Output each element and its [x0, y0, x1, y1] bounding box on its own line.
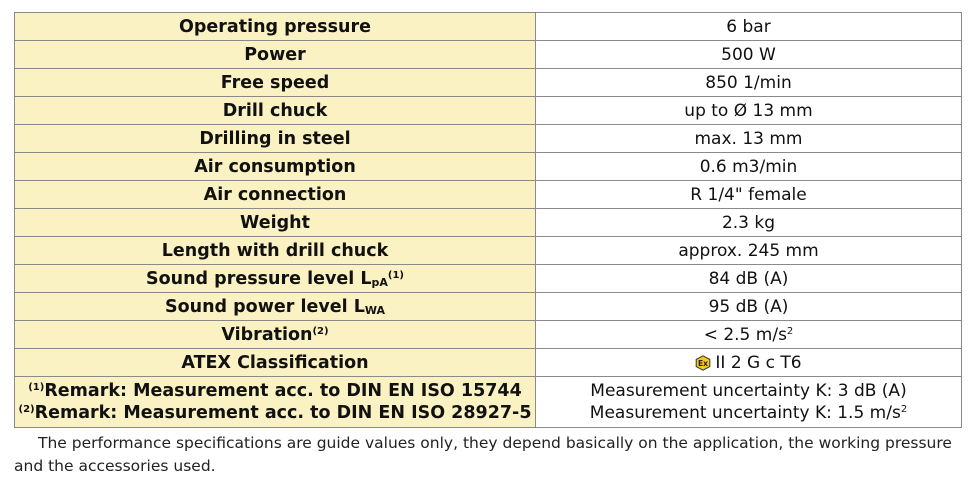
atex-value-text: II 2 G c T6 — [715, 352, 802, 373]
row-value: 500 W — [536, 41, 962, 69]
remark-2-label — [15, 402, 535, 424]
table-row — [15, 13, 962, 41]
table-row — [15, 237, 962, 265]
sound-pressure-value: 84 dB (A) — [536, 265, 962, 293]
remark-2-value-exponent: 2 — [900, 404, 908, 415]
row-value: 0.6 m3/min — [536, 153, 962, 181]
row-label: Weight — [15, 209, 536, 237]
sound-pressure-label — [15, 265, 536, 293]
table-row — [15, 321, 962, 349]
vibration-label — [15, 321, 536, 349]
table-row — [15, 349, 962, 377]
sound-power-label-text: Sound power level L — [164, 296, 365, 317]
row-value: 850 1/min — [536, 69, 962, 97]
remark-1-label — [15, 380, 535, 402]
vibration-footnote-ref: (2) — [312, 325, 329, 337]
sound-power-subscript: WA — [364, 303, 385, 317]
table-row — [15, 209, 962, 237]
row-value: up to Ø 13 mm — [536, 97, 962, 125]
row-value: max. 13 mm — [536, 125, 962, 153]
table-row — [15, 153, 962, 181]
atex-label: ATEX Classification — [15, 349, 536, 377]
sound-power-value: 95 dB (A) — [536, 293, 962, 321]
table-row — [15, 377, 962, 428]
row-value: 2.3 kg — [536, 209, 962, 237]
row-label: Free speed — [15, 69, 536, 97]
table-row — [15, 265, 962, 293]
remark-2-value — [536, 402, 961, 424]
remark-2-ref: (2) — [18, 404, 35, 415]
row-value: R 1/4" female — [536, 181, 962, 209]
row-label: Operating pressure — [15, 13, 536, 41]
table-row — [15, 97, 962, 125]
remark-2-label-text: Remark: Measurement acc. to DIN EN ISO 28927-5 — [34, 403, 532, 423]
row-value: 6 bar — [536, 13, 962, 41]
spec-table-wrapper — [14, 12, 962, 428]
atex-icon-text: Ex — [698, 358, 709, 368]
table-row — [15, 125, 962, 153]
remarks-value — [536, 377, 962, 428]
row-label: Drilling in steel — [15, 125, 536, 153]
spec-table — [14, 12, 962, 428]
table-row — [15, 69, 962, 97]
row-label: Air connection — [15, 181, 536, 209]
table-row — [15, 293, 962, 321]
vibration-value — [536, 321, 962, 349]
vibration-value-exponent: 2 — [786, 325, 794, 337]
sound-pressure-label-text: Sound pressure level L — [146, 268, 372, 289]
sound-power-label — [15, 293, 536, 321]
remarks-label — [15, 377, 536, 428]
row-value: approx. 245 mm — [536, 237, 962, 265]
atex-value — [536, 349, 962, 377]
row-label: Length with drill chuck — [15, 237, 536, 265]
performance-footnote: The performance specifications are guide values only, they depend basically on the application, the working pressure and the accessories used. — [14, 434, 952, 475]
row-label: Air consumption — [15, 153, 536, 181]
remark-1-value: Measurement uncertainty K: 3 dB (A) — [590, 381, 907, 401]
remark-2-value-text: Measurement uncertainty K: 1.5 m/s — [589, 403, 901, 423]
row-label: Drill chuck — [15, 97, 536, 125]
table-row — [15, 41, 962, 69]
row-label: Power — [15, 41, 536, 69]
table-row — [15, 181, 962, 209]
vibration-label-text: Vibration — [221, 324, 313, 345]
sound-pressure-subscript: pA — [371, 275, 388, 289]
sound-pressure-footnote-ref: (1) — [387, 269, 404, 281]
remark-1-label-text: Remark: Measurement acc. to DIN EN ISO 15744 — [44, 381, 522, 401]
atex-ex-hexagon-icon — [695, 355, 711, 371]
remark-1-ref: (1) — [28, 382, 45, 393]
vibration-value-text: < 2.5 m/s — [703, 324, 787, 345]
